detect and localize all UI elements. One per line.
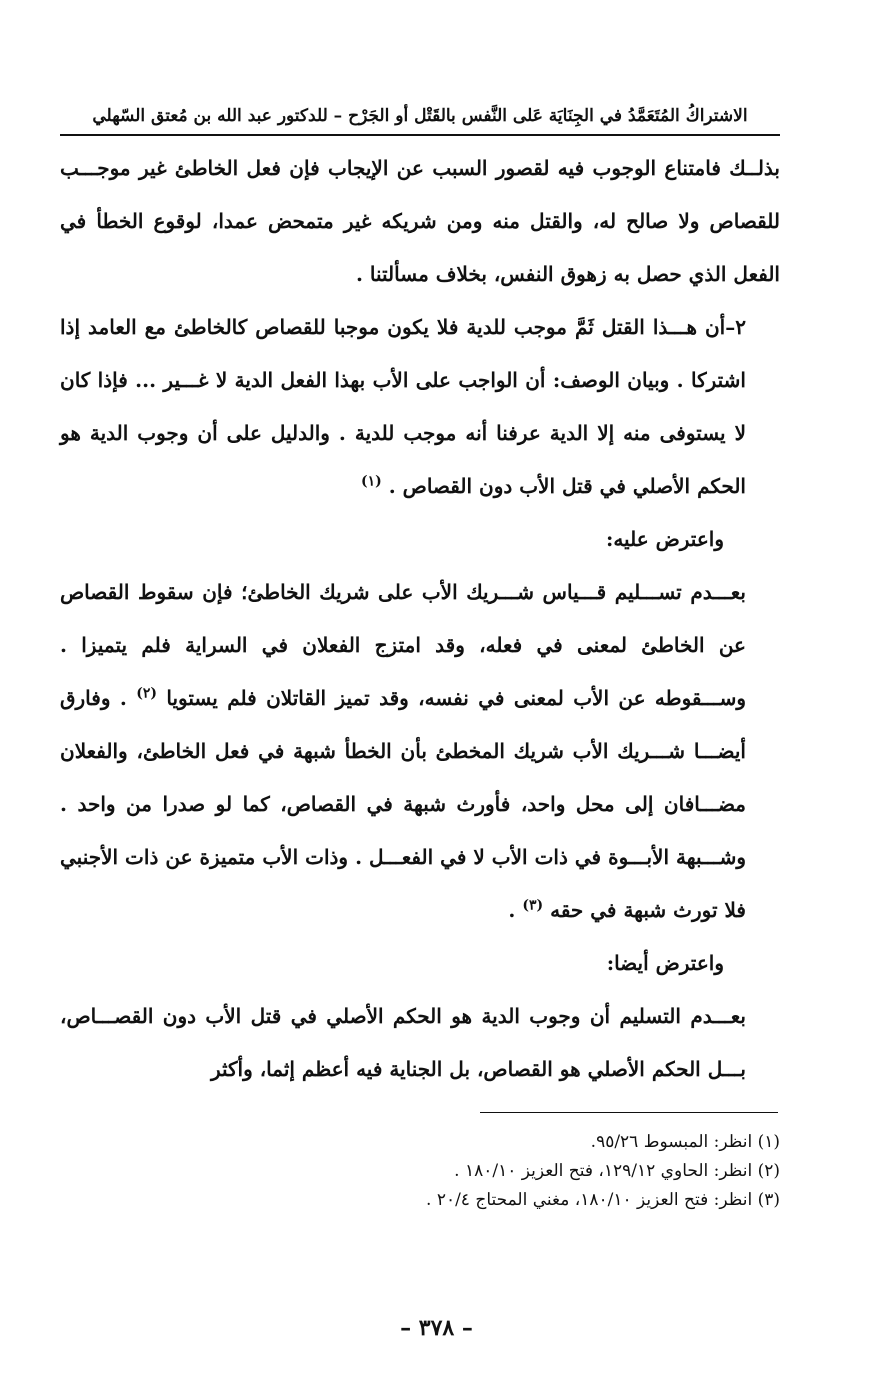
footnotes (60, 1128, 780, 1215)
footnote: (١) انظر: المبسوط ٩٥/٢٦. (590, 1132, 780, 1152)
footnote-ref: (٢) (136, 685, 157, 702)
footnote: (٢) انظر: الحاوي ١٢٩/١٢، فتح العزيز ١٨٠/١٠ . (454, 1161, 780, 1181)
paragraph-text: . (508, 898, 516, 922)
objection-heading: واعترض عليه: (605, 527, 724, 551)
paragraph: بعـــدم التسليم أن وجوب الدية هو الحكم الأصلي في قتل الأب دون القصـــاص، بـــل الحكم الأصلي هو القصاص، بل الجناية فيه أعظم إثما، وأكثر (60, 1004, 746, 1081)
paragraph-text: . وفارق أيضـــا شـــريك الأب شريك المخطئ بأن الخطأ شبهة في فعل الخاطئ، والفعلان مضـــافان إلى محل واحد، فأورث شبهة في القصاص، كما لو صدرا من واحد . وشـــبهة الأبـــوة في ذات الأب لا في الفعـــل . وذات الأب متميزة عن ذات الأجنبي فلا تورث شبهة في حقه (60, 686, 746, 922)
footnote-rule (480, 1112, 778, 1113)
footnote: (٣) انظر: فتح العزيز ١٨٠/١٠، مغني المحتاج ٢٠/٤ . (426, 1190, 780, 1210)
paragraph (60, 301, 780, 513)
paragraph: بذلــك فامتناع الوجوب فيه لقصور السبب عن الإيجاب فإن فعل الخاطئ غير موجـــب للقصاص ولا صالح له، والقتل منه ومن شريكه غير متمحض عمدا، لوقوع الخطأ في الفعل الذي حصل به زهوق النفس، بخلاف مسألتنا . (60, 156, 780, 286)
page-number: – ٣٧٨ – (400, 1315, 473, 1341)
footnote-ref: (٣) (522, 897, 544, 914)
running-header: الاشتراكُ المُتَعَمَّدُ في الجِنَايَة عَلى النَّفس بالقَتْل أو الجَرْح – للدكتور عبد الله بن مُعتق السّهلي (92, 106, 748, 126)
paragraph (60, 566, 780, 937)
footnote-ref: (١) (360, 473, 382, 490)
paragraph-text: بعـــدم تســـليم قـــياس شـــريك الأب على شريك الخاطئ؛ فإن سقوط القصاص عن الخاطئ لمعنى في فعله، وقد امتزج الفعلان في السراية فلم يتميزا . وســـقوطه عن الأب لمعنى في نفسه، وقد تميز القاتلان فلم يستويا (60, 580, 747, 710)
objection-heading: واعترض أيضا: (606, 951, 724, 975)
paragraph-text: ٢–أن هـــذا القتل ثَمَّ موجب للدية فلا يكون موجبا للقصاص كالخاطئ مع العامد إذا اشتركا . وبيان الوصف: أن الواجب على الأب بهذا الفعل الدية لا غـــير ... فإذا كان لا يستوفى منه إلا الدية عرفنا أنه موجب للدية . والدليل على أن وجوب الدية هو الحكم الأصلي في قتل الأب دون القصاص . (60, 315, 746, 498)
header-rule (60, 134, 780, 136)
body-text (60, 142, 780, 1096)
